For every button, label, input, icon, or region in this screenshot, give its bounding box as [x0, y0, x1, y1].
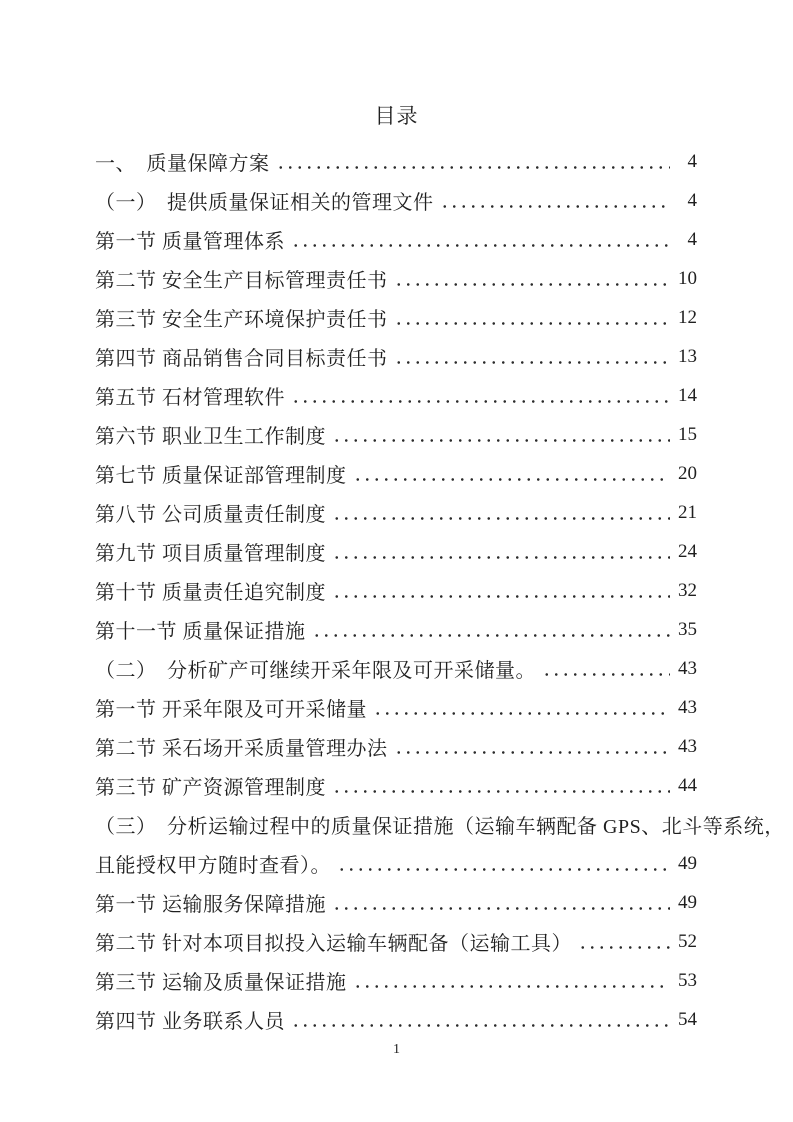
toc-entry-label: （二） 分析矿产可继续开采年限及可开采储量。: [95, 660, 536, 682]
dot-leader: [536, 649, 675, 688]
toc-entry-page-number: 53: [678, 969, 697, 991]
toc-entry-label: 且能授权甲方随时查看）。: [95, 855, 331, 877]
toc-entry[interactable]: [95, 844, 697, 883]
toc-entry-label: 第十节 质量责任追究制度: [95, 582, 326, 604]
toc-entry-page-number: 32: [678, 579, 697, 601]
dot-leader: [388, 298, 676, 337]
toc-entry-label: 第二节 安全生产目标管理责任书: [95, 270, 388, 292]
toc-entry-page-number: 43: [678, 657, 697, 679]
toc-entry-label: 一、 质量保障方案: [95, 153, 270, 175]
dot-leader: [388, 337, 676, 376]
dot-leader: [347, 454, 676, 493]
toc-entry[interactable]: [95, 259, 697, 298]
toc-entry-label: 第四节 商品销售合同目标责任书: [95, 348, 388, 370]
toc-entry-page-number: 15: [678, 423, 697, 445]
toc-entry-label: 第八节 公司质量责任制度: [95, 504, 326, 526]
toc-entry[interactable]: [95, 532, 697, 571]
toc-entry[interactable]: [95, 298, 697, 337]
toc-entry-label: 第十一节 质量保证措施: [95, 621, 306, 643]
dot-leader: [434, 181, 676, 220]
toc-entry-page-number: 52: [678, 930, 697, 952]
toc-entry[interactable]: [95, 961, 697, 1000]
toc-entry-label: （一） 提供质量保证相关的管理文件: [95, 192, 434, 214]
dot-leader: [388, 259, 676, 298]
toc-entry-page-number: 4: [687, 150, 697, 172]
toc-entry[interactable]: [95, 181, 697, 220]
toc-entry-page-number: 12: [678, 306, 697, 328]
toc-entry-page-number: 43: [678, 696, 697, 718]
toc-entry[interactable]: [95, 766, 697, 805]
toc-entry-label: 第三节 矿产资源管理制度: [95, 777, 326, 799]
dot-leader: [326, 415, 675, 454]
dot-leader: [285, 1000, 675, 1039]
dot-leader: [331, 844, 675, 883]
toc-entry[interactable]: [95, 220, 697, 259]
toc-entry-label: 第九节 项目质量管理制度: [95, 543, 326, 565]
toc-entry[interactable]: [95, 376, 697, 415]
toc-entry[interactable]: [95, 454, 697, 493]
toc-entry[interactable]: [95, 727, 697, 766]
toc-list: [95, 142, 785, 1039]
toc-entry-page-number: 43: [678, 735, 697, 757]
toc-entry-page-number: 4: [687, 189, 697, 211]
toc-entry-label: 第一节 质量管理体系: [95, 231, 285, 253]
toc-entry-label: 第四节 业务联系人员: [95, 1011, 285, 1033]
footer-page-number: 1: [393, 1042, 400, 1057]
toc-entry-page-number: 49: [678, 891, 697, 913]
dot-leader: [326, 532, 675, 571]
toc-entry-page-number: 35: [678, 618, 697, 640]
toc-entry[interactable]: [95, 142, 697, 181]
toc-entry[interactable]: [95, 571, 697, 610]
dot-leader: [347, 961, 676, 1000]
toc-entry-label: 第五节 石材管理软件: [95, 387, 285, 409]
dot-leader: [326, 493, 675, 532]
toc-entry[interactable]: [95, 337, 697, 376]
dot-leader: [285, 220, 675, 259]
dot-leader: [285, 376, 675, 415]
toc-entry-page-number: 21: [678, 501, 697, 523]
toc-entry-page-number: 44: [678, 774, 697, 796]
toc-entry-label: 第六节 职业卫生工作制度: [95, 426, 326, 448]
toc-entry-label: 第七节 质量保证部管理制度: [95, 465, 347, 487]
toc-entry[interactable]: [95, 493, 697, 532]
dot-leader: [388, 727, 676, 766]
toc-entry-label: 第三节 安全生产环境保护责任书: [95, 309, 388, 331]
toc-entry[interactable]: [95, 883, 697, 922]
dot-leader: [270, 142, 676, 181]
toc-entry-page-number: 13: [678, 345, 697, 367]
toc-entry-page-number: 24: [678, 540, 697, 562]
toc-entry[interactable]: [95, 610, 697, 649]
toc-entry-label: 第二节 采石场开采质量管理办法: [95, 738, 388, 760]
toc-entry[interactable]: [95, 922, 697, 961]
toc-entry-page-number: 14: [678, 384, 697, 406]
toc-entry-page-number: 54: [678, 1008, 697, 1030]
dot-leader: [326, 571, 675, 610]
toc-entry-label: （三） 分析运输过程中的质量保证措施（运输车辆配备 GPS、北斗等系统，: [95, 816, 785, 838]
dot-leader: [326, 883, 675, 922]
toc-entry[interactable]: [95, 805, 785, 844]
dot-leader: [306, 610, 676, 649]
toc-entry[interactable]: [95, 649, 697, 688]
toc-entry-label: 第一节 运输服务保障措施: [95, 894, 326, 916]
dot-leader: [367, 688, 675, 727]
dot-leader: [326, 766, 675, 805]
dot-leader: [572, 922, 675, 961]
toc-entry-label: 第一节 开采年限及可开采储量: [95, 699, 367, 721]
toc-entry[interactable]: [95, 415, 697, 454]
toc-entry-label: 第三节 运输及质量保证措施: [95, 972, 347, 994]
page-title: 目录: [374, 104, 419, 128]
toc-entry[interactable]: [95, 688, 697, 727]
toc-entry-label: 第二节 针对本项目拟投入运输车辆配备（运输工具）: [95, 933, 572, 955]
toc-entry-page-number: 20: [678, 462, 697, 484]
toc-entry-page-number: 4: [687, 228, 697, 250]
toc-entry[interactable]: [95, 1000, 697, 1039]
toc-entry-page-number: 10: [678, 267, 697, 289]
toc-entry-page-number: 49: [678, 852, 697, 874]
